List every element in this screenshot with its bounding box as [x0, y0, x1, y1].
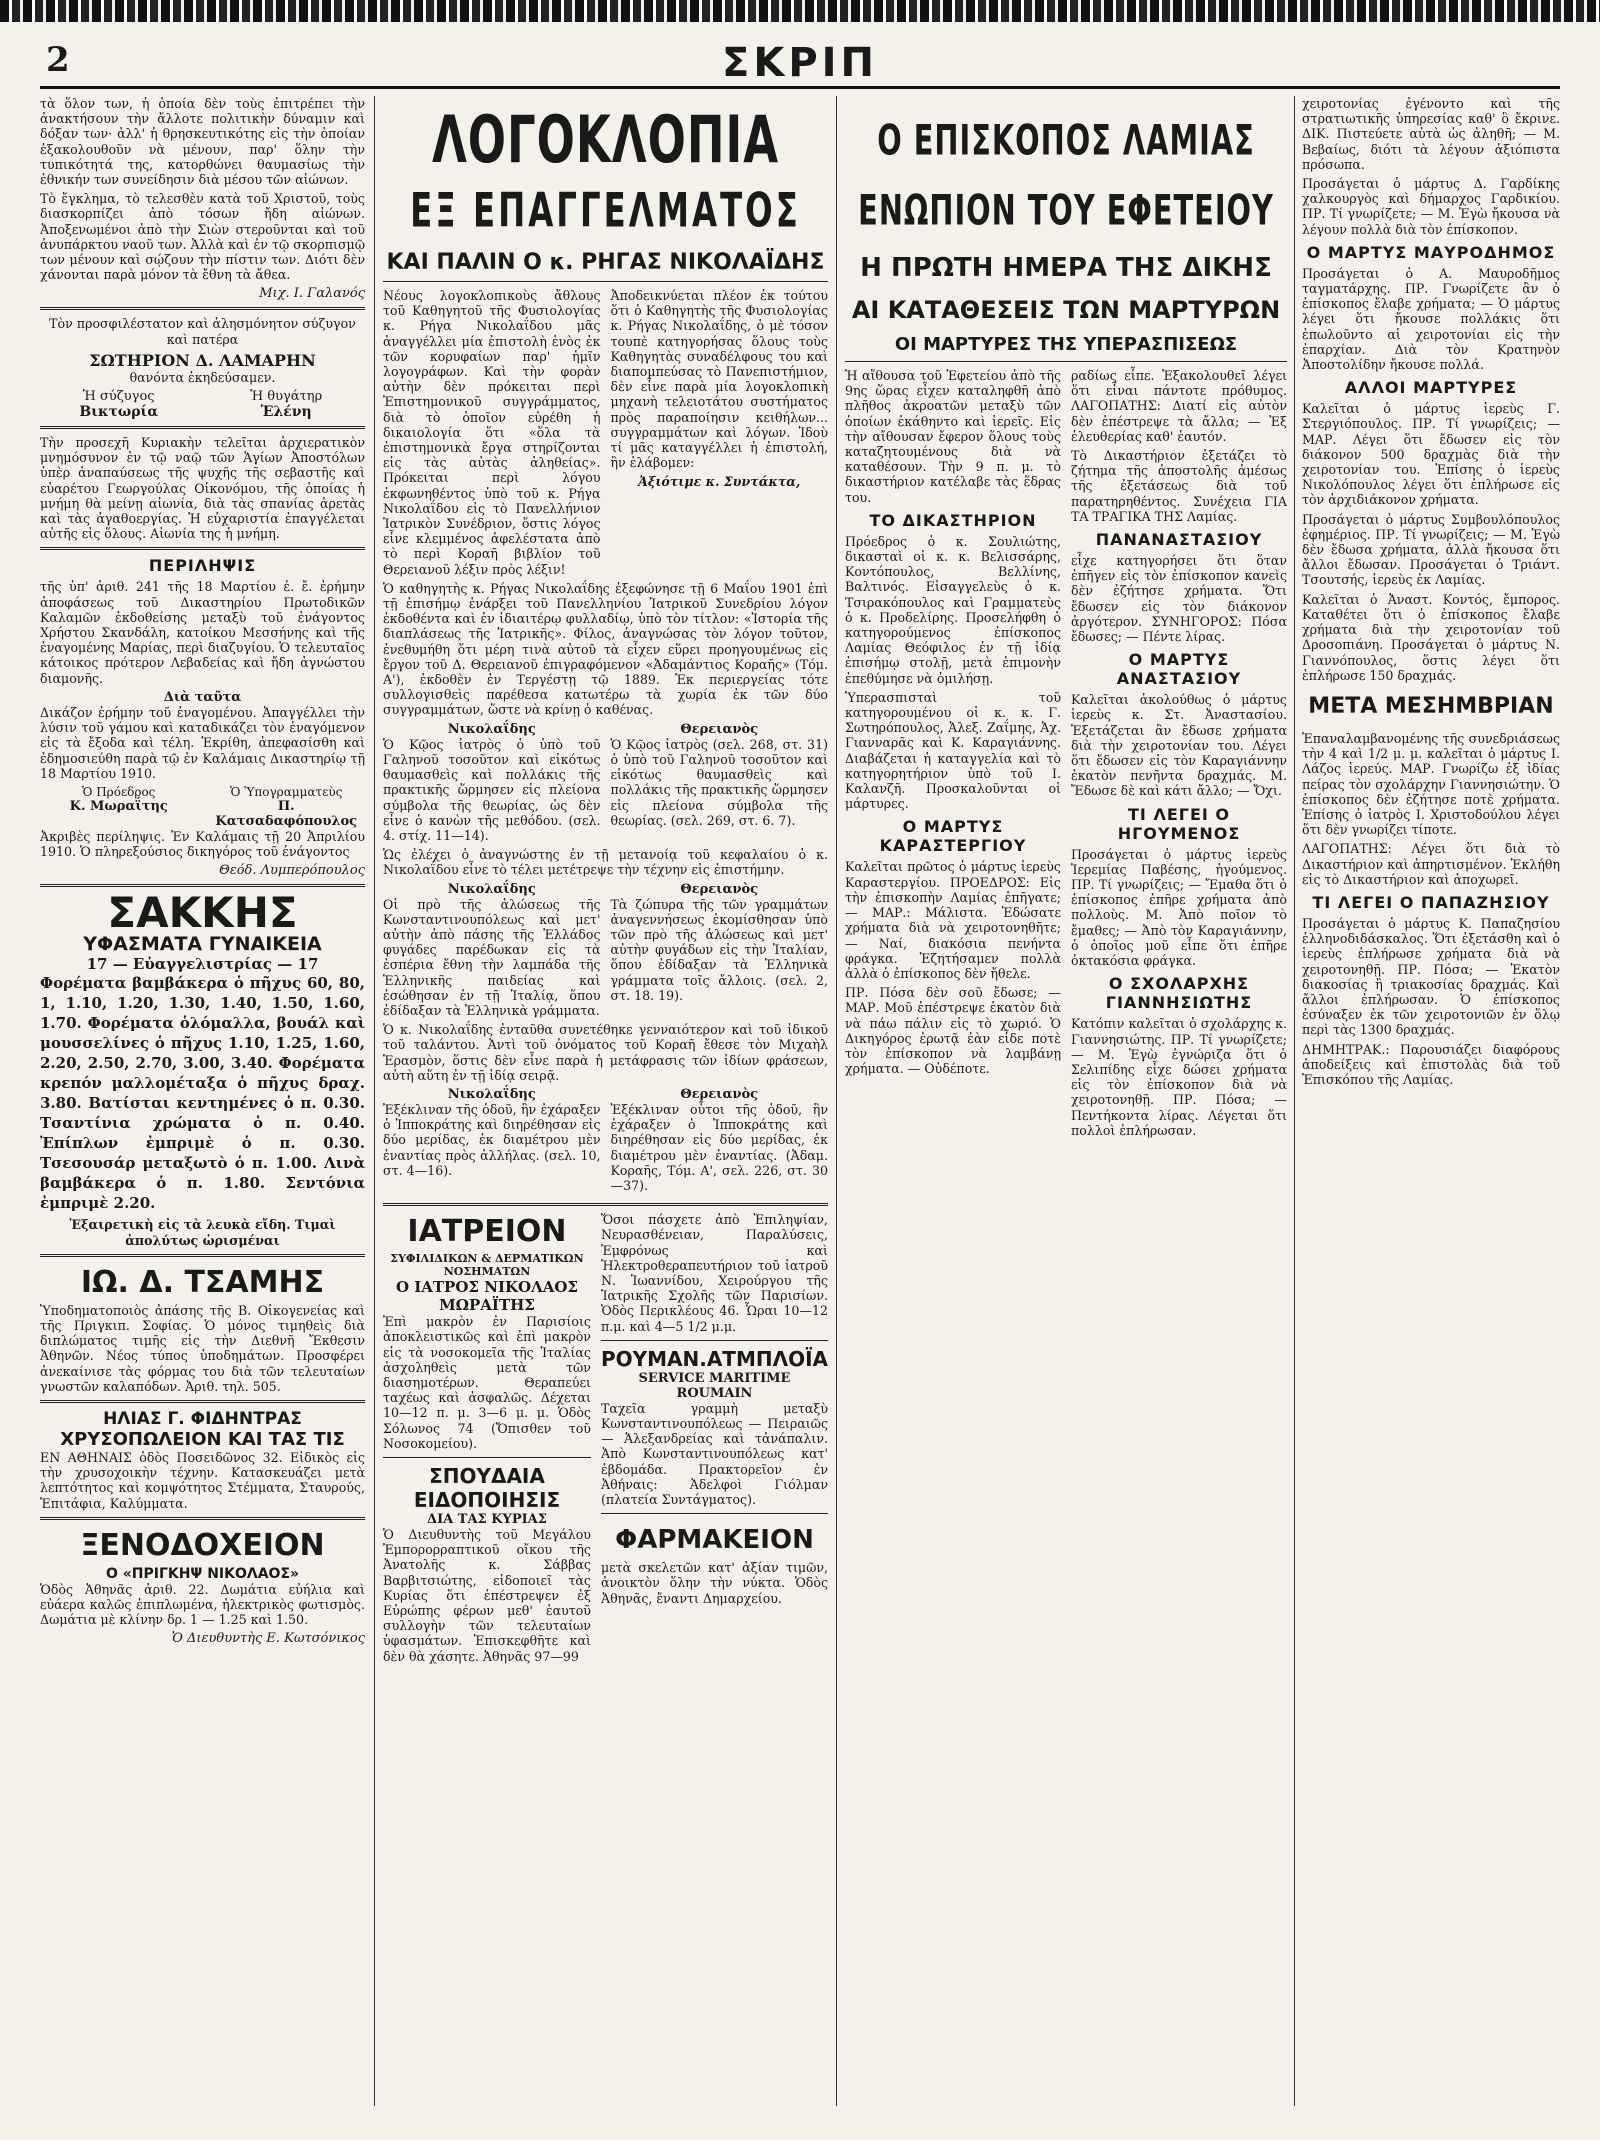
article-text: ΠΡ. Πόσα δὲν σοῦ ἔδωσε; — ΜΑΡ. Μοῦ ἐπέστρεψε ἑκατὸν διὰ νὰ πάω πάλιν εἰς τὸ χωριό. Ὁ Δικηγόρος ἐρωτᾷ ἐὰν εἶδε ποτὲ τὸν ἐπίσκοπον νὰ λαμβάνῃ χρήματα. — Οὐδέποτε.: [845, 985, 1061, 1077]
divider: [40, 307, 365, 310]
article-text: Καλεῖται ὁ Ἀναστ. Κοντός, ἔμπορος. Καταθέτει ὅτι ὁ ἐπίσκοπος ἔλαβε χρήματα διὰ τὴν χειροτονίαν τοῦ Δροσοπιάνη. Προσάγεται ὁ μάρτυς Ν. Γιαννόπουλος, ὅστις λέγει ὅτι ἐπλήρωσε 150 δραχμάς.: [1302, 591, 1560, 683]
signer-role: Ὁ Πρόεδρος: [82, 784, 156, 799]
masthead: ΣΚΡΙΠ: [722, 40, 878, 86]
signature: Θεόδ. Λυμπερόπουλος: [219, 863, 365, 879]
court-signatures: [40, 785, 365, 829]
obituary-intro: Τὸν προσφιλέστατον καὶ ἀλησμόνητον σύζυγον καὶ πατέρα: [49, 316, 356, 347]
ad-text: μετὰ σκελετῶν κατ' ἀξίαν τιμῶν, ἀνοικτὸν ὅλην τὴν νύκτα. Ὁδὸς Ἀθηνᾶς, ἔναντι Δημαρχείου.: [600, 1560, 828, 1606]
article-text: Καλεῖται πρῶτος ὁ μάρτυς ἱερεὺς Καραστεργίου. ΠΡΟΕΔΡΟΣ: Εἰς τὴν ἐπισκοπὴν Λαμίας ἐπῆγατε; — ΜΑΡ.: Μάλιστα. Ἐδώσατε χρήματα διὰ νὰ χειροτονηθῆτε; — Ναί, διακόσια πενήντα φράγκα. Ἐζητήσαμεν πολλὰ ἀλλὰ ὁ ἐπίσκοπος δὲν ἤθελε.: [845, 859, 1061, 981]
ad-title: ΣΑΚΚΗΣ: [107, 888, 298, 938]
comparison-text: Τὰ ζώπυρα τῆς τῶν γραμμάτων ἀναγεννήσεως ἐκομίσθησαν ὑπὸ τῶν πρὸ τῆς ἁλώσεως καὶ μετ' αὐτὴν φυγάδων εἰς τὴν Ἰταλίαν, ὅπου ἐδίδαξαν τὰ Ἑλληνικὰ γράμματα τοῖς ἄλλοις. (σελ. 2, στ. 18. 19).: [610, 896, 828, 1003]
article-text: Πρόεδρος ὁ κ. Σουλιώτης, δικασταὶ οἱ κ. κ. Βελισσάρης, Κοντόπουλος, Βελλίνης, Βαλτινός. Εἰσαγγελεὺς ὁ κ. Τσιρακόπουλος καὶ Γραμματεὺς ὁ κ. Προδελίρης. Προσελήφθη ὁ κατηγορούμενος ἐπίσκοπος Λαμίας Θεόφιλος ἐν τῇ ἰδίᾳ ἐπισήμῳ στολῇ, μετὰ ἐπιμονὴν ἐπεθύμησε νὰ ὁμιλήσῃ.: [845, 533, 1061, 686]
comparison-heading: Θερειανὸς: [680, 721, 759, 737]
trial-report: [845, 368, 1287, 1142]
article-text: Προσάγεται ὁ μάρτυς Συμβουλόπουλος ἐφημέριος. ΠΡ. Τί γνωρίζεις; — Μ. Ἐγὼ δὲν ἔδωσα χρήματα, ἀλλὰ ἤκουσα ὅτι ἄλλοι ἔδωσαν. Προσάγεται ὁ Τριάντ. Τσουτσής, ἱερεὺς ἐκ Λαμίας.: [1302, 511, 1560, 588]
divider: [383, 1457, 591, 1458]
comparison-1: [383, 722, 828, 847]
article-text: Ὁ καθηγητὴς κ. Ρήγας Νικολαΐδης ἐξεφώνησε τῇ 6 Μαΐου 1901 ἐπὶ τῇ ἐπισήμῳ ἐνάρξει τοῦ Πανελληνίου Ἰατρικοῦ Συνεδρίου λόγον ἐκδοθέντα καὶ ἐν ἰδιαιτέρῳ φυλλαδίῳ, ὑπὸ τὸν τίτλον: «Ἱστορία τῆς διαπλάσεως τῆς Ἰατρικῆς». Φίλος, ἀναγνώσας τὸν λόγον τοῦτον, ἐνεθυμήθη ὅτι μέρη τινὰ αὐτοῦ τὰ εἶχεν εὕρει προηγουμένως εἰς ἔργον τοῦ Δ. Θερειανοῦ ἐπιγραφόμενον «Ἀδαμάντιος Κοραῆς» (Τόμ. Α'), ἐκδοθὲν ἐν Τεργέστῃ τῷ 1889. Ἐκ περιεργείας τότε συλλογισθεὶς παρέθεσα κατωτέρω τὰ χωρία ἐκ τῶν δύο συγγραμμάτων, ὥστε νὰ κρίνῃ ὁ καθένας.: [383, 580, 828, 718]
headline: Ο ΕΠΙΣΚΟΠΟΣ ΛΑΜΙΑΣ: [877, 115, 1255, 165]
article-text: Προσάγεται ὁ μάρτυς ἱερεὺς Ἱερεμίας Παβέσης, ἡγούμενος. ΠΡ. Τί γνωρίζεις; — Ἔμαθα ὅτι ὁ ἐπίσκοπος ἐπῆρε χρήματα ἀπὸ πολλοὺς. Μ. Ἀπὸ ποῖον τὸ ἔμαθες; — Ἀπὸ τὸν Καραγιάννην, ὁ ὁποῖος μοῦ εἶπε ὅτι ἐπῆρε ὀκτακόσια φράγκα.: [1071, 846, 1287, 969]
article-text: Τὸ Δικαστήριον ἐξετάζει τὸ ζήτημα τῆς ἀποστολῆς ἀμέσως τῆς ἐξετάσεως διὰ τοῦ παρατηρηθέντος. Συνέχεια ΓΙΑ ΤΑ ΤΡΑΓΙΚΑ ΤΗΣ Λαμίας.: [1071, 448, 1287, 524]
headline-2: ΕΝΩΠΙΟΝ ΤΟΥ ΕΦΕΤΕΙΟΥ: [858, 185, 1274, 235]
ad-footer: Ἐξαιρετικὴ εἰς τὰ λευκὰ εἴδη. Τιμαὶ ἀπολύτως ὡρισμέναι: [69, 1217, 336, 1248]
page-number: 2: [46, 40, 70, 80]
ad-text: Ὁδὸς Ἀθηνᾶς ἀριθ. 22. Δωμάτια εὐήλια καὶ εὐάερα καλῶς ἐπιπλωμένα, ἠλεκτρικὸς φωτισμὸς. Δωμάτια μὲ κλίνην δρ. 1 — 1.25 καὶ 1.50.: [40, 1581, 365, 1628]
ad-title: ΡΟΥΜΑΝ.ΑΤΜΠΛΟΪΑ: [600, 1346, 828, 1371]
comparison-heading: Νικολαΐδης: [447, 881, 536, 897]
ad-fidintras: [40, 1409, 365, 1511]
page-header: [40, 40, 1560, 89]
obituary: [40, 316, 365, 420]
article-text: Δικάζον ἐρήμην τοῦ ἐναγομένου. Ἀπαγγέλλει τὴν λύσιν τοῦ γάμου καὶ καταδικάζει τὸν ἐναγόμενον εἰς τὰ ἔξοδα καὶ τέλη. Ἐκρίθη, ἀπεφασίσθη καὶ ἐδημοσιεύθη παρὰ τῷ ἐν Καλάμαις Δικαστηρίῳ τῇ 18 Μαρτίου 1910.: [40, 704, 365, 781]
ad-title: ΞΕΝΟΔΟΧΕΙΟΝ: [80, 1527, 325, 1563]
section-heading: ΤΟ ΔΙΚΑΣΤΗΡΙΟΝ: [869, 510, 1037, 530]
ads-row: [383, 1212, 828, 1668]
ad-title: ΗΛΙΑΣ Γ. ΦΙΔΗΝΤΡΑΣ: [103, 1408, 302, 1429]
ad-title: ΦΑΡΜΑΚΕΙΟΝ: [615, 1525, 814, 1556]
comparison-2: [383, 882, 828, 1023]
section-heading: ΠΕΡΙΛΗΨΙΣ: [148, 556, 257, 576]
signer-name: Π. Κατσαδαφόπουλος: [215, 798, 358, 829]
memorial-notice: Τὴν προσεχῆ Κυριακὴν τελεῖται ἀρχιερατικὸν μνημόσυνον ἐν τῷ ναῷ τῶν Ἁγίων Ἀποστόλων ὑπὲρ ἀναπαύσεως τῆς ψυχῆς τῆς σεβαστῆς καὶ εὐαρέτου Γεωργούλας Οἰκονόμου, τῆς ὁποίας ἡ μνήμη θὰ μείνῃ αἰωνία, διὰ τὰς σπανίας ἀρετὰς καὶ τὰς ἀγαθοεργίας. Ἡ εὐχαριστία ἐπαγγέλεται αὐτῆς εἰς ὅλους. Αἰωνία της ἡ μνήμη.: [40, 435, 365, 542]
ad-text: Ὅσοι πάσχετε ἀπὸ Ἐπιληψίαν, Νευρασθένειαν, Παραλύσεις, Ἐμφρόνως καὶ Ἠλεκτροθεραπευτήριον τοῦ ἰατροῦ Ν. Ἰωαννίδου, Χειρούργου τῆς Ἰατρικῆς Σχολῆς τῶν Παρισίων. Ὁδὸς Περικλέους 46. Ὧραι 10—12 π.μ. καὶ 4—5 1/2 μ.μ.: [600, 1212, 828, 1334]
ad-address: 17 — Εὐαγγελιστρίας — 17: [86, 955, 319, 974]
article-text: Προσάγεται ὁ Α. Μαυροδῆμος ταγματάρχης. ΠΡ. Γνωρίζετε ἂν ὁ ἐπίσκοπος ἔλαβε χρήματα; — Ὁ μάρτυς λέγει ὅτι ἤκουσε πολλάκις ὅτι ἐπωλοῦντο αἱ χειροτονίαι εἰς τὴν ἐπαρχίαν. Διὰ τὸν Κρατηνὸν Ἀποστολίδην ἤκουσε πολλά.: [1302, 265, 1560, 373]
ad-subtitle: ΥΦΑΣΜΑΤΑ ΓΥΝΑΙΚΕΙΑ: [83, 933, 322, 956]
scan-top-edge: [0, 0, 1600, 22]
obituary-text: θανόντα ἐκηδεύσαμεν.: [129, 369, 276, 385]
divider: [601, 1340, 828, 1341]
obituary-signers: [40, 389, 365, 420]
headline-sub-2: ΑΙ ΚΑΤΑΘΕΣΕΙΣ ΤΩΝ ΜΑΡΤΥΡΩΝ: [851, 296, 1281, 324]
ad-title: ΙΩ. Δ. ΤΣΑΜΗΣ: [80, 1264, 325, 1300]
signer-name: Βικτωρία: [79, 404, 159, 421]
ads-right: [601, 1212, 828, 1668]
ad-subtitle: ΣΥΦΙΛΙΔΙΚΩΝ & ΔΕΡΜΑΤΙΚΩΝ ΝΟΣΗΜΑΤΩΝ: [390, 1252, 584, 1279]
ads-left: [383, 1212, 591, 1668]
article-text: Ὑπερασπισταὶ τοῦ κατηγορουμένου οἱ κ. κ. Γ. Σωτηρόπουλος, Ἀλεξ. Ζαΐμης, Ἀχ. Γιανναρᾶς καὶ Κ. Καραγιάννης. Διαβάζεται ἡ καταγγελία καὶ τὸ κατηγορητήριον ὑπὸ τοῦ Ι. Καλανζῆ. Προσκαλοῦνται οἱ μάρτυρες.: [845, 689, 1061, 812]
article-text: ραδίως εἶπε. Ἐξακολουθεῖ λέγει ὅτι εἶναι πάντοτε πρόθυμος. ΛΑΓΟΠΑΤΗΣ: Διατί εἰς αὐτὸν δὲν ἐπέστρεψε τὰ ἄλλα; — Ἐξ ἐλευθερίας καθ' ἑαυτόν.: [1071, 368, 1287, 444]
article-text: Ἡ αἴθουσα τοῦ Ἐφετείου ἀπὸ τῆς 9ης ὥρας εἶχεν καταληφθῆ ἀπὸ πλῆθος ἀκροατῶν μεταξὺ τῶν ὁποίων ἐκάθηντο καὶ ἱερεῖς. Εἰς τὴν αἴθουσαν ἔφερον ὅλους τοὺς καταζητουμένους διὰ νὰ καταθέσουν. Τὴν 9 π. μ. τὸ δικαστήριον κατέλαβε τὰς ἕδρας του.: [845, 368, 1061, 505]
column-1: [40, 96, 365, 2106]
column-rule: [1294, 96, 1295, 2106]
divider: [383, 1203, 828, 1206]
headline: ΛΟΓΟΚΛΟΠΙΑ: [431, 102, 780, 178]
section-heading: Ο ΜΑΡΤΥΣ ΜΑΥΡΟΔΗΜΟΣ: [1306, 242, 1556, 262]
ad-prices: Φορέματα βαμβάκερα ὁ πῆχυς 60, 80, 1, 1.10, 1.20, 1.30, 1.40, 1.50, 1.60, 1.70. Φορέματα ὁλόμαλλα, βουάλ καὶ μουσσελίνες ὁ πῆχυς 1.10, 1.25, 1.60, 2.20, 2.50, 2.70, 3.00, 3.40. Φορέματα κρεπόν μαλλομέταξα ὁ πῆχυς δραχ. 3.80. Βατίσται κεντημένες ὁ π. 0.30. Τσαντίνια χρώματα ὁ π. 0.40. Ἐπίπλων ἐμπριμὲ ὁ π. 0.30. Τσεσουσάρ μεταξωτὸ ὁ π. 1.00. Λινὰ βαμβάκερα ὁ π. 1.80. Σεντόνια ἐμπριμὲ 2.20.: [40, 974, 365, 1213]
article-text: ΔΗΜΗΤΡΑΚ.: Παρουσιάζει διαφόρους ἀποδείξεις καὶ ἐπιστολὰς διὰ τοῦ Ἐπισκόπου τῆς Λαμίας.: [1302, 1041, 1560, 1087]
section-heading: ΠΑΝΑΝΑΣΤΑΣΙΟΥ: [1095, 530, 1263, 550]
ad-subtitle: ΧΡΥΣΟΠΩΛΕΙΟΝ ΚΑΙ ΤΑΣ ΤΙΣ: [60, 1428, 345, 1450]
article-text: εἶχε κατηγορήσει ὅτι ὅταν ἐπῆγεν εἰς τὸν ἐπίσκοπον κανεὶς δὲν ἐζήτησε χρήματα. Ὅτι ἔδωσεν εἰς τὸν διάκονον ἀργότερον. ΣΥΝΗΓΟΡΟΣ: Πόσα ἔδωσες; — Πέντε λίρας.: [1071, 553, 1287, 645]
ad-text: ΕΝ ΑΘΗΝΑΙΣ ὁδὸς Ποσειδῶνος 32. Εἰδικὸς εἰς τὴν χρυσοχοικὴν τέχνην. Κατασκευάζει μετὰ λεπτότητος καὶ κομψότητος Στέμματα, Σταυρούς, Ἐπιτάφια, Καλύμματα.: [40, 1449, 365, 1511]
article-text: Καλεῖται ὁ μάρτυς ἱερεὺς Γ. Στεργιόπουλος. ΠΡ. Τί γνωρίζεις; — ΜΑΡ. Λέγει ὅτι ἔδωσεν εἰς τὸν διάκονον 500 δραχμὰς διὰ τὴν χειροτονίαν του. Ἐπίσης ὁ ἱερεὺς Νικολόπουλος λέγει ὅτι ἐπλήρωσε εἰς τὸν ἀρχιδιάκονον χρήματα.: [1302, 401, 1560, 508]
article-text: τῆς ὑπ' ἀριθ. 241 τῆς 18 Μαρτίου ἐ. ἔ. ἐρήμην ἀποφάσεως τοῦ Δικαστηρίου Πρωτοδικῶν Καλαμῶν ἐκδοθείσης μεταξὺ τοῦ ἐνάγοντος Χρήστου Σκανδάλη, κατοίκου Μεσσήνης καὶ τῆς ἐναγομένης Μαρίας, περὶ διαζυγίου. Ὁ τελευταῖος κάτοικος πρότερον Λεβαδείας καὶ ἤδη ἀγνώστου διαμονῆς.: [40, 579, 365, 686]
column-3: [845, 96, 1287, 2106]
column-2: [383, 96, 828, 2106]
divider: [40, 1517, 365, 1520]
signer-name: Κ. Μωραΐτης: [69, 798, 168, 814]
article-text: Ἐπαναλαμβανομένης τῆς συνεδριάσεως τὴν 4 καὶ 1/2 μ. μ. καλεῖται ὁ μάρτυς Ι. Λάζος ἱερεύς. ΜΑΡ. Γνωρίζω ἐξ ἰδίας πείρας τὸν σχολάρχην Γιαννησιώτην. Ὁ ἐπίσκοπος δὲν ἐζήτησε ποτὲ χρήματα. Ἐπίσης ὁ ἰατρὸς Ι. Χριστοδούλου λέγει ὅτι δὲν γνωρίζει τίποτε.: [1302, 730, 1560, 838]
ad-sakkis: [40, 888, 365, 1248]
comparison-text: Ἐξέκλιναν τῆς ὁδοῦ, ἣν ἐχάραξεν ὁ Ἱπποκράτης καὶ διηρέθησαν εἰς δύο μερίδας, ἐκ διαμέτρου μὲν ἐναντίας πρὸς ἀλλήλας. (σελ. 10, στ. 4—16).: [383, 1101, 601, 1178]
subheading: Διὰ ταῦτα: [163, 689, 242, 705]
divider: [601, 1513, 828, 1514]
ad-doctor: Ο ΙΑΤΡΟΣ ΝΙΚΟΛΑΟΣ ΜΩΡΑΪΤΗΣ: [395, 1278, 579, 1315]
obituary-name: ΣΩΤΗΡΙΟΝ Δ. ΛΑΜΑΡΗΝ: [89, 350, 316, 370]
headline-2: ΕΞ ΕΠΑΓΓΕΛΜΑΤΟΣ: [410, 184, 801, 238]
signature: Ὁ Διευθυντὴς Ε. Κωτσόνικος: [171, 1631, 365, 1647]
comparison-heading: Θερειανὸς: [680, 881, 759, 897]
ad-text: Ταχεῖα γραμμὴ μεταξὺ Κωνσταντινουπόλεως — Πειραιῶς — Ἀλεξανδρείας καὶ τἀνάπαλιν. Ἀπὸ Κωνσταντινουπόλεως κατ' ἑβδομάδα. Πρακτορεῖον ἐν Ἀθήναις: Ἀδελφοὶ Γιόλμαν (πλατεία Συντάγματος).: [600, 1400, 828, 1508]
section-heading: ΤΙ ΛΕΓΕΙ Ο ΠΑΠΑΖΗΣΙΟΥ: [1312, 892, 1550, 912]
signer-role: Ἡ σύζυγος: [82, 389, 155, 405]
section-heading: ΤΙ ΛΕΓΕΙ Ο ΗΓΟΥΜΕΝΟΣ: [1117, 804, 1241, 843]
article-text: Προσάγεται ὁ μάρτυς Δ. Γαρδίκης χαλκουργὸς καὶ δήμαρχος Γαρδικίου. ΠΡ. Τί γνωρίζετε; — Μ. Ἐγὼ ἤκουσα νὰ λέγουν πολλὰ διὰ τὸν ἐπίσκοπον.: [1302, 176, 1560, 237]
divider: [40, 426, 365, 429]
comparison-heading: Θερειανὸς: [680, 1086, 759, 1102]
article-text: τὰ ὅλον των, ἡ ὁποία δὲν τοὺς ἐπιτρέπει τὴν ἀνακτήσουν τὴν ἄλλοτε πολιτικὴν δύναμιν καὶ δόξαν των· ἀλλ' ἡ θρησκευτικότης εἰς τὴν ὁποίαν ἐξακολουθοῦν νὰ μένουν, παρ' ὅλην τὴν τυπικότητά της, κατορθώνει θαυμασίως τὴν ἐθνικήν των συνείδησιν διὰ μέσου τῶν αἰώνων.: [40, 96, 365, 188]
ad-title: ΣΠΟΥΔΑΙΑ ΕΙΔΟΠΟΙΗΣΙΣ: [413, 1464, 561, 1512]
column-rule: [836, 96, 837, 2106]
article-text: Ἀκριβὲς περίληψις. Ἐν Καλάμαις τῇ 20 Ἀπριλίου 1910. Ὁ πληρεξούσιος δικηγόρος τοῦ ἐνάγοντος: [40, 828, 365, 860]
article-text: Ὡς ἐλέχει ὁ ἀναγνώστης ἐν τῇ μετανοίᾳ τοῦ κεφαλαίου ὁ κ. Νικολαΐδου εἶνε τὸ τέλει μετέτρεψε τὴν τέχνην εἰς ἐπιστήμην.: [383, 847, 828, 878]
divider: [845, 361, 1287, 362]
section-heading: Ο ΣΧΟΛΑΡΧΗΣ ΓΙΑΝΝΗΣΙΩΤΗΣ: [1105, 974, 1253, 1013]
signer-name: Ἑλένη: [260, 404, 312, 421]
ad-xenodocheion: [40, 1526, 365, 1647]
trial-left: [845, 368, 1061, 1142]
article-text: Καλεῖται ἀκολούθως ὁ μάρτυς ἱερεὺς κ. Στ. Ἀναστασίου. Ἐξετάζεται ἂν ἔδωσε χρήματα διὰ τὴν χειροτονίαν του. Λέγει ὅτι ἔδωσεν εἰς τὸν Καραγιάννην ἑκατὸν πενῆντα δραχμάς. Μ. Ἔδωσε δὲ καὶ κάτι ἄλλο; — Ὄχι.: [1071, 692, 1287, 799]
comparison-text: Ὁ Κῷος ἰατρὸς (σελ. 268, στ. 31) ὁ ὑπὸ τοῦ Γαληνοῦ τοσοῦτον καὶ εἰκότως θαυμασθεὶς καὶ πολλάκις τῆς πρακτικῆς ὥρμησεν εἰς πλείονα σύμβολα τῆς θεωρίας. (σελ. 269, στ. 6. 7).: [610, 736, 828, 828]
comparison-3: [383, 1087, 828, 1197]
divider: [40, 1400, 365, 1403]
article-text: Προσάγεται ὁ μάρτυς Κ. Παπαζησίου ἐλληνοδιδάσκαλος. Ὅτι ἐξετάσθη καὶ ὁ ἱερεὺς ἐπλήρωσε χρήματα διὰ νὰ χειροτονηθῇ. ΠΡ. Πόσα; — Ἐκατὸν διακοσίας ἢ τριακοσίας δραχμάς. Καὶ ἄλλοι ἐπλήρωσαν. Ὁ ἐπίσκοπος ἐσύναξεν ἐκ τῶν χειροτονιῶν ἐν ὅλῳ περὶ τὰς 1300 δραχμάς.: [1302, 915, 1560, 1038]
comparison-text: Οἱ πρὸ τῆς ἁλώσεως τῆς Κωνσταντινουπόλεως καὶ μετ' αὐτὴν ἀπὸ πάσης τῆς Ἑλλάδος φυγάδες παρέδωκαν εἰς τὰ ἑσπέρια ἔθνη τὴν λαμπάδα τῆς Ἑλληνικῆς παιδείας καὶ ἐσώθησαν ἐν τῇ Ἰταλίᾳ, ὅπου ἐδίδαξαν τὰ Ἑλληνικὰ γράμματα.: [383, 896, 601, 1018]
article-text: Τὸ ἔγκλημα, τὸ τελεσθὲν κατὰ τοῦ Χριστοῦ, τοὺς διασκορπίζει ἀπὸ τόσων ἤδη αἰώνων. Ἀποξενωμένοι ἀπὸ τὴν Σιὼν στεροῦνται καὶ τοῦ ἀνυπάρκτου ναοῦ των. Ἀλλὰ καὶ ἐν τῷ σκορπισμῷ των μένουν καὶ σῴζουν τὴν πίστιν των. Διότι δὲν χάνονται παρὰ μόνον τὰ ἔθνη τὰ ἄθεα.: [40, 191, 365, 283]
ad-text: Ὁ Διευθυντὴς τοῦ Μεγάλου Ἐμπορορραπτικοῦ οἴκου τῆς Ἀνατολῆς κ. Σάββας Βαρβιτσιώτης, εἰδοποιεῖ τὰς Κυρίας ὅτι ἐπέστρεψεν ἐξ Εὐρώπης φέρων μεθ' ἑαυτοῦ συλλογὴν τῶν τελευταίων ὑφασμάτων. Ἐπισκεφθῆτε καὶ δὲν θὰ χάσητε. Ἀθηνᾶς 97—99: [383, 1527, 591, 1664]
ad-tsamis: [40, 1263, 365, 1394]
article-text: Ἀποδεικνύεται πλέον ἐκ τούτου ὅτι ὁ Καθηγητὴς τῆς Φυσιολογίας κ. Ρήγας Νικολαΐδης, ὁ μὲ τόσον τουπὲ κατηγορήσας ὅλους τοὺς Καθηγητὰς συναδέλφους του καὶ διαπομπεύσας τὸ Πανεπιστήμιον, δὲν εἶνε παρὰ μία λογοκλοπικὴ μηχανὴ τελειοτάτου συστήματος πρὸς παραποίησιν κειθήλων... συγγραμμάτων καὶ λόγων. Ἰδοὺ τί μᾶς καταγγέλλει ἡ ἐπιστολή, ἢν ἐλάβομεν:: [610, 288, 828, 471]
ad-subtitle: ΔΙΑ ΤΑΣ ΚΥΡΙΑΣ: [426, 1512, 547, 1527]
column-rule: [374, 96, 375, 2106]
headline-sub: ΚΑΙ ΠΑΛΙΝ Ο κ. ΡΗΓΑΣ ΝΙΚΟΛΑΪΔΗΣ: [386, 250, 825, 275]
signature: Μιχ. Ι. Γαλανός: [259, 286, 365, 302]
article-text: Νέους λογοκλοπικοὺς ἄθλους τοῦ Καθηγητοῦ τῆς Φυσιολογίας κ. Ρήγα Νικολαΐδου μᾶς ἀναγγέλλει μία ἐπιστολὴ ἑνὸς ἐκ τῶν κορυφαίων παρ' ἡμῖν λογογράφων. Καὶ τὴν φορὰν αὐτὴν δὲν πρόκειται περὶ Ἐπιστημονικοῦ συγγράμματος, διὰ τὸ ὁποῖον εὑρέθη ἡ δικαιολογία ὅτι «ὅλα τὰ ἐπιστημονικὰ ἔργα στηρίζονται εἰς τὰς αὐτὰς ἀληθείας». Πρόκειται περὶ λόγου ἐκφωνηθέντος ὑπὸ τοῦ κ. Ρήγα Νικολαΐδου εἰς τὸ Πανελλήνιον Ἰατρικὸν Συνέδριον, ὅστις λόγος εἶνε κλεμμένος ἀφελέστατα ἀπὸ τὸ περὶ Κοραῆ βιβλίον τοῦ Θερειανοῦ λέξιν πρὸς λέξιν!: [383, 288, 601, 577]
divider: [383, 281, 828, 282]
article-text: χειροτονίας ἐγένοντο καὶ τῆς στρατιωτικῆς ὑπηρεσίας καθ' ὃ ἔκρινε. ΔΙΚ. Πιστεύετε αὐτὰ ὡς ἀληθῆ; — Μ. Βεβαίως, διότι τὰ λέγουν ἀξιόπιστα πρόσωπα.: [1302, 96, 1560, 172]
divider: [40, 547, 365, 550]
section-heading: Ο ΜΑΡΤΥΣ ΚΑΡΑΣΤΕΡΓΙΟΥ: [879, 817, 1027, 856]
ad-text: Ἐπὶ μακρὸν ἐν Παρισίοις ἀποκλειστικῶς καὶ ἐπὶ μακρὸν εἰς τὰ νοσοκομεῖα τῆς Ἰταλίας ἀσχοληθεὶς μετὰ τῶν διασημοτέρων. Θεραπεύει ταχέως καὶ ἀσφαλῶς. Δέχεται 10—12 π. μ. 3—6 μ. μ. Ὁδὸς Σόλωνος 74 (Ὄπισθεν τοῦ Νοσοκομείου).: [383, 1314, 591, 1451]
article-intro: [383, 288, 828, 581]
comparison-heading: Νικολαΐδης: [447, 1086, 536, 1102]
trial-right: [1071, 368, 1287, 1142]
section-heading-large: ΜΕΤΑ ΜΕΣΗΜΒΡΙΑΝ: [1308, 693, 1554, 719]
ad-title: ΙΑΤΡΕΙΟΝ: [407, 1214, 567, 1250]
ad-subtitle: Ο «ΠΡΙΓΚΗΨ ΝΙΚΟΛΑΟΣ»: [105, 1565, 300, 1582]
article-text: ΛΑΓΟΠΑΤΗΣ: Λέγει ὅτι διὰ τὸ Δικαστήριον καὶ ἀπηρτισμένον. Ἐκλήθη εἰς τὸ Δικαστήριον καὶ ἀποχωρεῖ.: [1302, 841, 1560, 887]
signer-role: Ὁ Ὑπογραμματεὺς: [230, 784, 343, 799]
letter-salutation: Ἀξιότιμε κ. Συντάκτα,: [638, 474, 801, 490]
article-text: Ὁ κ. Νικολαΐδης ἐνταῦθα συνετέθηκε γενναιότερον καὶ τοῦ ἰδικοῦ τοῦ ταλάντου. Ἀντὶ τοῦ ὀνόματος τοῦ Κοραῆ ἔθεσε τὸν Μιχαὴλ Ἑρασμὸν, ὅστις δὲν εἶνε παρὰ ἡ μετάφρασις τῶν ἰδίων φράσεων, αὐτὴ αὕτη ἐν τῇ ἰδίᾳ σειρᾷ.: [383, 1022, 828, 1083]
article-text: Κατόπιν καλεῖται ὁ σχολάρχης κ. Γιαννησιώτης. ΠΡ. Τί γνωρίζετε; — Μ. Ἐγὼ ἐγνώριζα ὅτι ὁ Σελιπίδης εἶχε δώσει χρήματα εἰς τὸν ἐπίσκοπον διὰ νὰ χειροτονηθῇ. ΠΡ. Πόσα; — Πεντήκοντα λίρας. Λέγεται ὅτι πολλοὶ ἐπλήρωσαν.: [1071, 1016, 1287, 1138]
ad-subtitle: SERVICE MARITIME ROUMAIN: [638, 1370, 791, 1401]
column-4: [1302, 96, 1560, 2106]
section-heading: Ο ΜΑΡΤΥΣ ΑΝΑΣΤΑΣΙΟΥ: [1116, 650, 1242, 689]
comparison-text: Ἐξέκλιναν οὗτοι τῆς ὁδοῦ, ἣν ἐχάραξεν ὁ Ἱπποκράτης καὶ διηρέθησαν εἰς δύο μερίδας, ἐκ διαμέτρου μὲν ἐναντίας. (Ἀδαμ. Κοραῆς, Τόμ. Α', σελ. 226, στ. 30—37).: [610, 1101, 828, 1193]
divider: [40, 1254, 365, 1257]
ad-text: Ὑποδηματοποιὸς ἀπάσης τῆς Β. Οἰκογενείας καὶ τῆς Πριγκιπ. Σοφίας. Ὁ μόνος τιμηθεὶς διὰ διπλώματος τιμῆς εἰς τὴν Διεθνῆ Ἔκθεσιν Ἀθηνῶν. Νέος τύπος ὑποδημάτων. Προσφέρει ἀνεκαίνισε τὰς φόρμας του διὰ τῶν τελευταίων γνωστῶν καλαπόδων. Ἀριθ. τηλ. 505.: [40, 1302, 365, 1394]
divider: [40, 884, 365, 887]
comparison-heading: Νικολαΐδης: [447, 721, 536, 737]
headline-sub: Η ΠΡΩΤΗ ΗΜΕΡΑ ΤΗΣ ΔΙΚΗΣ: [860, 253, 1272, 283]
signer-role: Ἡ θυγάτηρ: [250, 389, 323, 405]
headline-sub-3: ΟΙ ΜΑΡΤΥΡΕΣ ΤΗΣ ΥΠΕΡΑΣΠΙΣΕΩΣ: [894, 334, 1238, 355]
comparison-text: Ὁ Κῷος ἰατρὸς ὁ ὑπὸ τοῦ Γαληνοῦ τοσοῦτον καὶ εἰκότως θαυμασθεὶς καὶ πολλάκις τῆς πρακτικῆς ὥρμησεν εἰς πλείονα σύμβολα τῆς θεωρίας, ὡς δὲν εἶνε ὁ κανὼν τῆς μεθόδου. (σελ. 4. στίχ. 11—14).: [383, 736, 601, 843]
section-heading: ΑΛΛΟΙ ΜΑΡΤΥΡΕΣ: [1344, 378, 1518, 398]
